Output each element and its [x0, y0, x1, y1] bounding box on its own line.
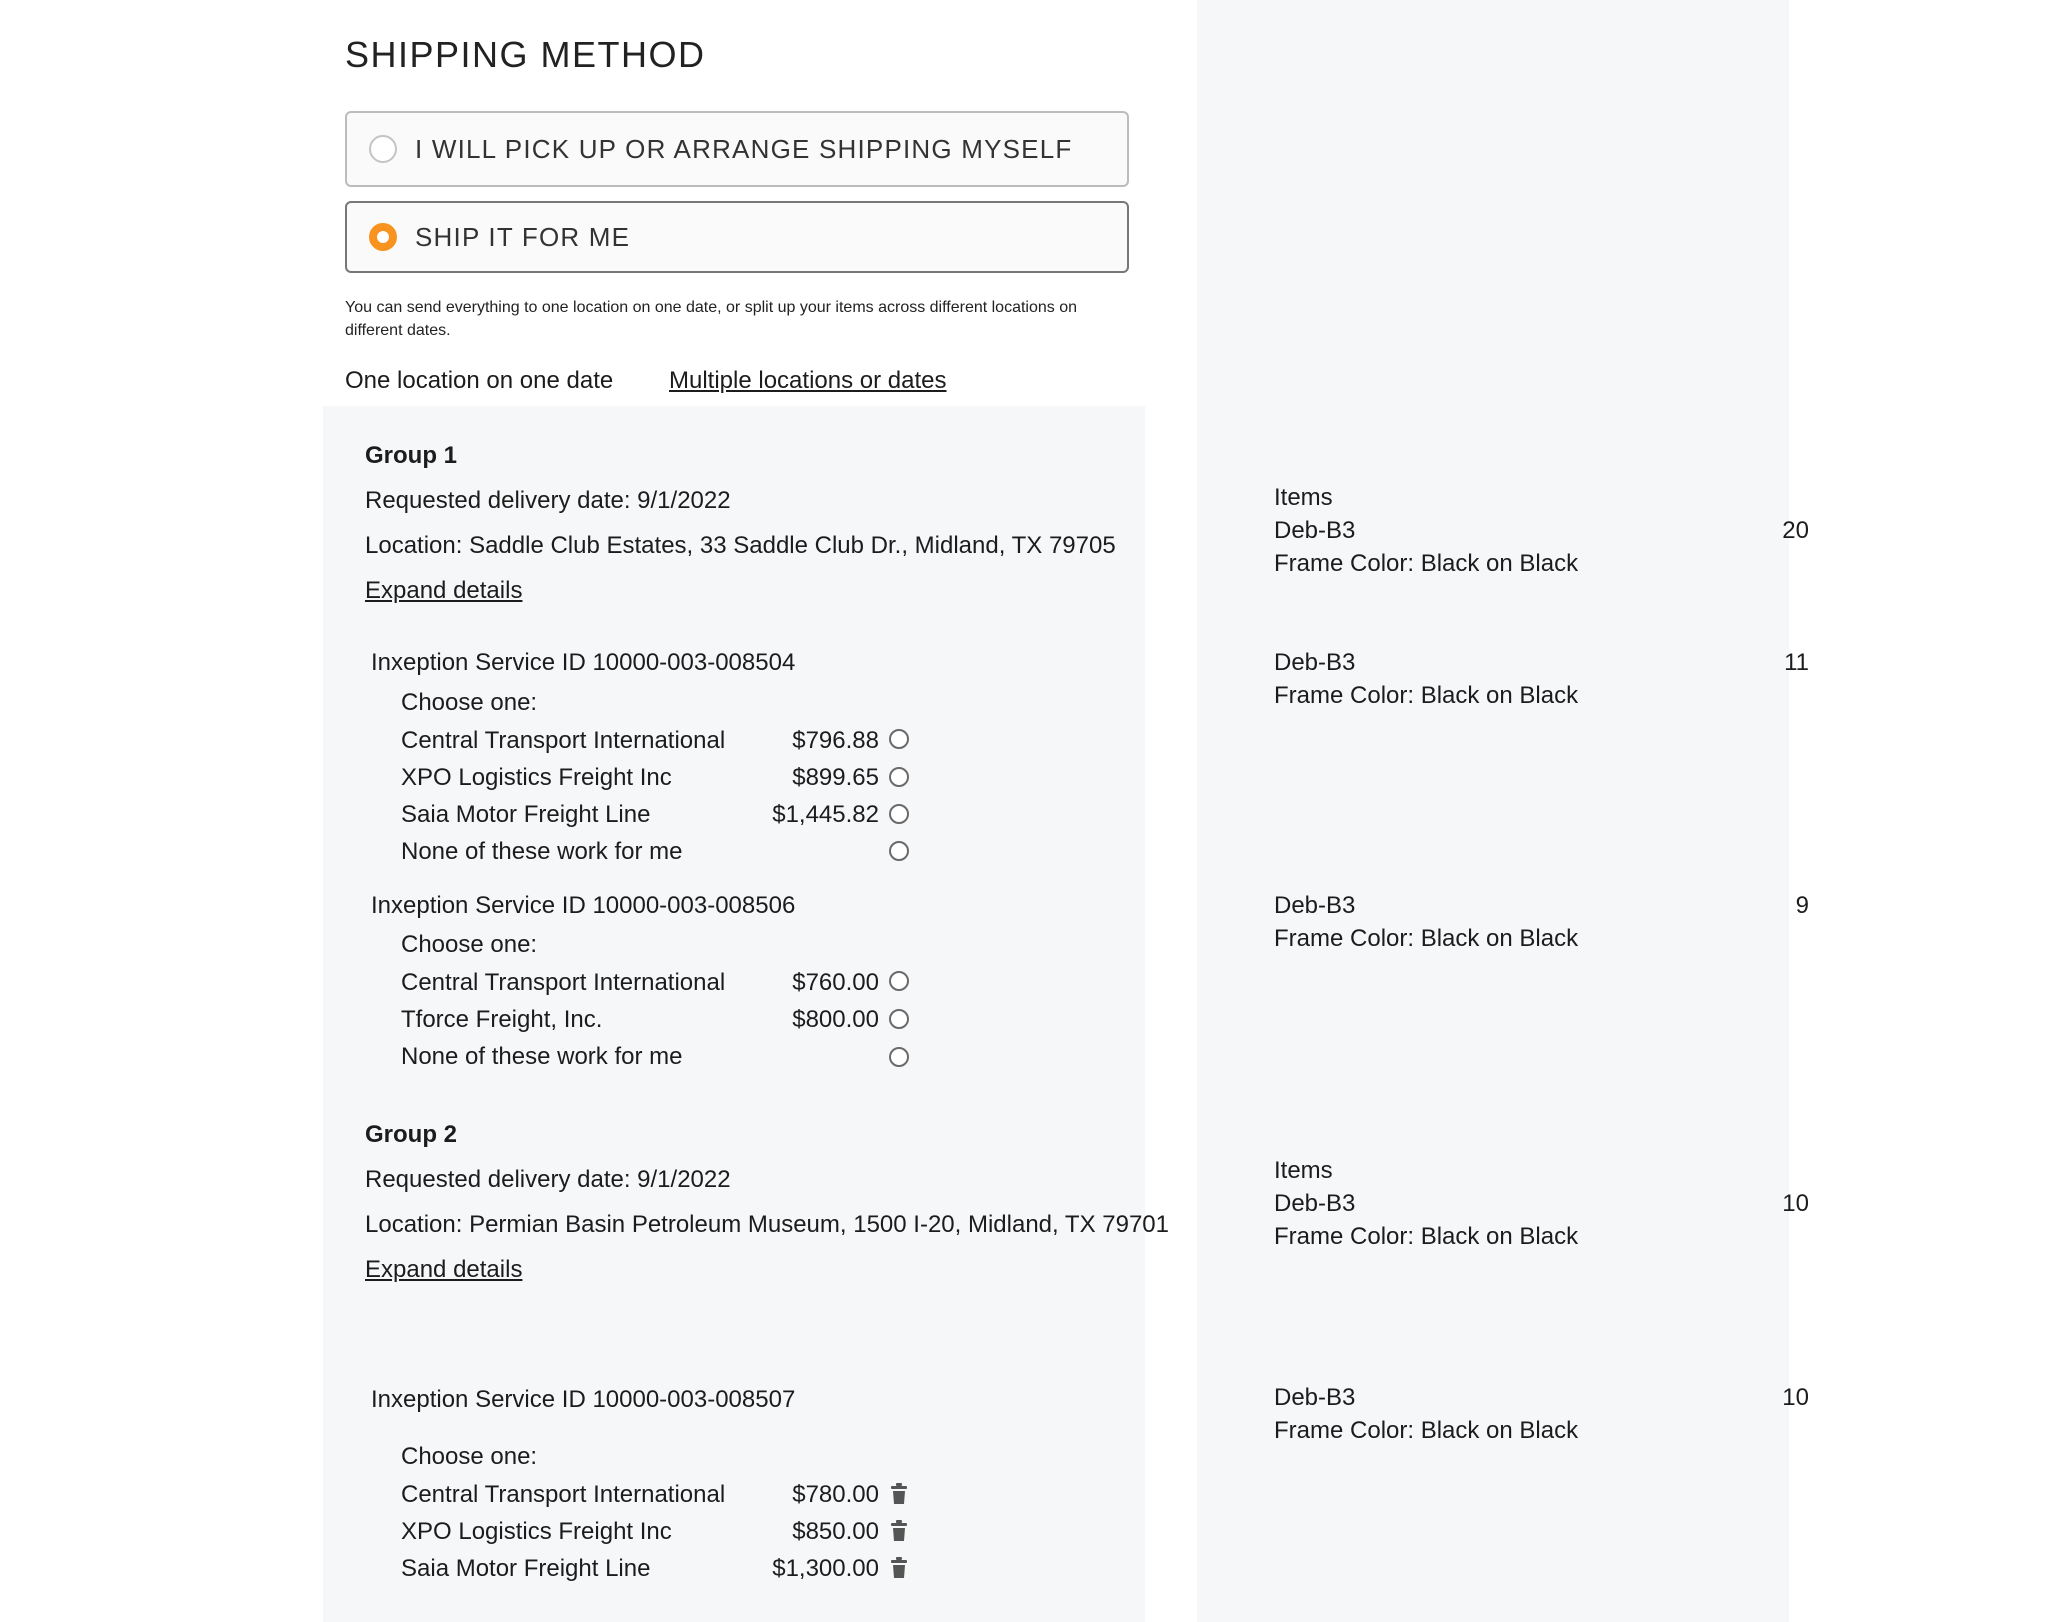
carrier-name: Central Transport International: [401, 1481, 726, 1508]
item-frame-color: Frame Color: Black on Black: [1274, 1223, 1579, 1250]
item-quantity: 10: [1782, 1384, 1809, 1411]
items-header: Items: [1274, 1157, 1333, 1184]
carrier-name: XPO Logistics Freight Inc: [401, 1518, 672, 1545]
item-name: Deb-B3: [1274, 517, 1356, 544]
item-quantity: 10: [1782, 1190, 1809, 1217]
choose-one-label: Choose one:: [401, 689, 538, 716]
group-2-location: Location: Permian Basin Petroleum Museum, 1500 I-20, Midland, TX 79701: [365, 1211, 1169, 1238]
carrier-name: Saia Motor Freight Line: [401, 801, 651, 828]
item-frame-color: Frame Color: Black on Black: [1274, 682, 1579, 709]
carrier-price: $796.88: [792, 727, 879, 754]
item-name: Deb-B3: [1274, 649, 1356, 676]
ship-it-option[interactable]: [345, 201, 1129, 273]
service-id: Inxeption Service ID 10000-003-008506: [371, 892, 796, 919]
carrier-price: $760.00: [792, 969, 879, 996]
group-1-title: Group 1: [365, 442, 458, 469]
tab-multiple-locations[interactable]: Multiple locations or dates: [669, 367, 947, 394]
group-2-expand-link[interactable]: Expand details: [365, 1256, 523, 1283]
carrier-name: Central Transport International: [401, 727, 726, 754]
items-header: Items: [1274, 484, 1333, 511]
carrier-price: $850.00: [792, 1518, 879, 1545]
item-quantity: 9: [1795, 892, 1809, 919]
choose-one-label: Choose one:: [401, 1443, 538, 1470]
item-name: Deb-B3: [1274, 892, 1356, 919]
page-title: SHIPPING METHOD: [345, 34, 706, 75]
service-id: Inxeption Service ID 10000-003-008507: [371, 1386, 796, 1413]
carrier-radio[interactable]: [889, 729, 909, 749]
item-quantity: 11: [1784, 649, 1809, 676]
carrier-name: None of these work for me: [401, 838, 683, 865]
carrier-name: None of these work for me: [401, 1043, 683, 1070]
shipping-info-text: You can send everything to one location on one date, or split up your items across different locations on different dates.: [345, 299, 1078, 339]
carrier-name: XPO Logistics Freight Inc: [401, 764, 672, 791]
carrier-radio[interactable]: [889, 1047, 909, 1067]
carrier-radio[interactable]: [889, 804, 909, 824]
carrier-price: $1,445.82: [772, 801, 879, 828]
ship-it-option-label: SHIP IT FOR ME: [415, 221, 631, 252]
pickup-option[interactable]: [345, 111, 1129, 187]
group-2-title: Group 2: [365, 1121, 458, 1148]
ship-it-radio[interactable]: [369, 223, 397, 251]
trash-icon[interactable]: [891, 1557, 907, 1579]
group-1-date: Requested delivery date: 9/1/2022: [365, 487, 731, 514]
carrier-name: Tforce Freight, Inc.: [401, 1006, 603, 1033]
item-quantity: 20: [1782, 517, 1809, 544]
trash-icon[interactable]: [891, 1520, 907, 1542]
group-1-expand-link[interactable]: Expand details: [365, 577, 523, 604]
pickup-option-label: I WILL PICK UP OR ARRANGE SHIPPING MYSELF: [415, 133, 1073, 164]
item-frame-color: Frame Color: Black on Black: [1274, 550, 1579, 577]
item-name: Deb-B3: [1274, 1190, 1356, 1217]
tab-one-location[interactable]: One location on one date: [345, 367, 614, 394]
item-name: Deb-B3: [1274, 1384, 1356, 1411]
choose-one-label: Choose one:: [401, 931, 538, 958]
carrier-price: $1,300.00: [772, 1555, 879, 1582]
group-1-location: Location: Saddle Club Estates, 33 Saddle Club Dr., Midland, TX 79705: [365, 532, 1116, 559]
order-summary-panel: [1197, 0, 1789, 1622]
carrier-radio[interactable]: [889, 841, 909, 861]
carrier-name: Saia Motor Freight Line: [401, 1555, 651, 1582]
carrier-price: $800.00: [792, 1006, 879, 1033]
trash-icon[interactable]: [891, 1483, 907, 1505]
carrier-price: $899.65: [792, 764, 879, 791]
item-frame-color: Frame Color: Black on Black: [1274, 925, 1579, 952]
group-2-date: Requested delivery date: 9/1/2022: [365, 1166, 731, 1193]
carrier-radio[interactable]: [889, 971, 909, 991]
carrier-price: $780.00: [792, 1481, 879, 1508]
carrier-radio[interactable]: [889, 1009, 909, 1029]
pickup-radio[interactable]: [369, 135, 397, 163]
carrier-radio[interactable]: [889, 767, 909, 787]
service-id: Inxeption Service ID 10000-003-008504: [371, 649, 796, 676]
item-frame-color: Frame Color: Black on Black: [1274, 1417, 1579, 1444]
carrier-name: Central Transport International: [401, 969, 726, 996]
